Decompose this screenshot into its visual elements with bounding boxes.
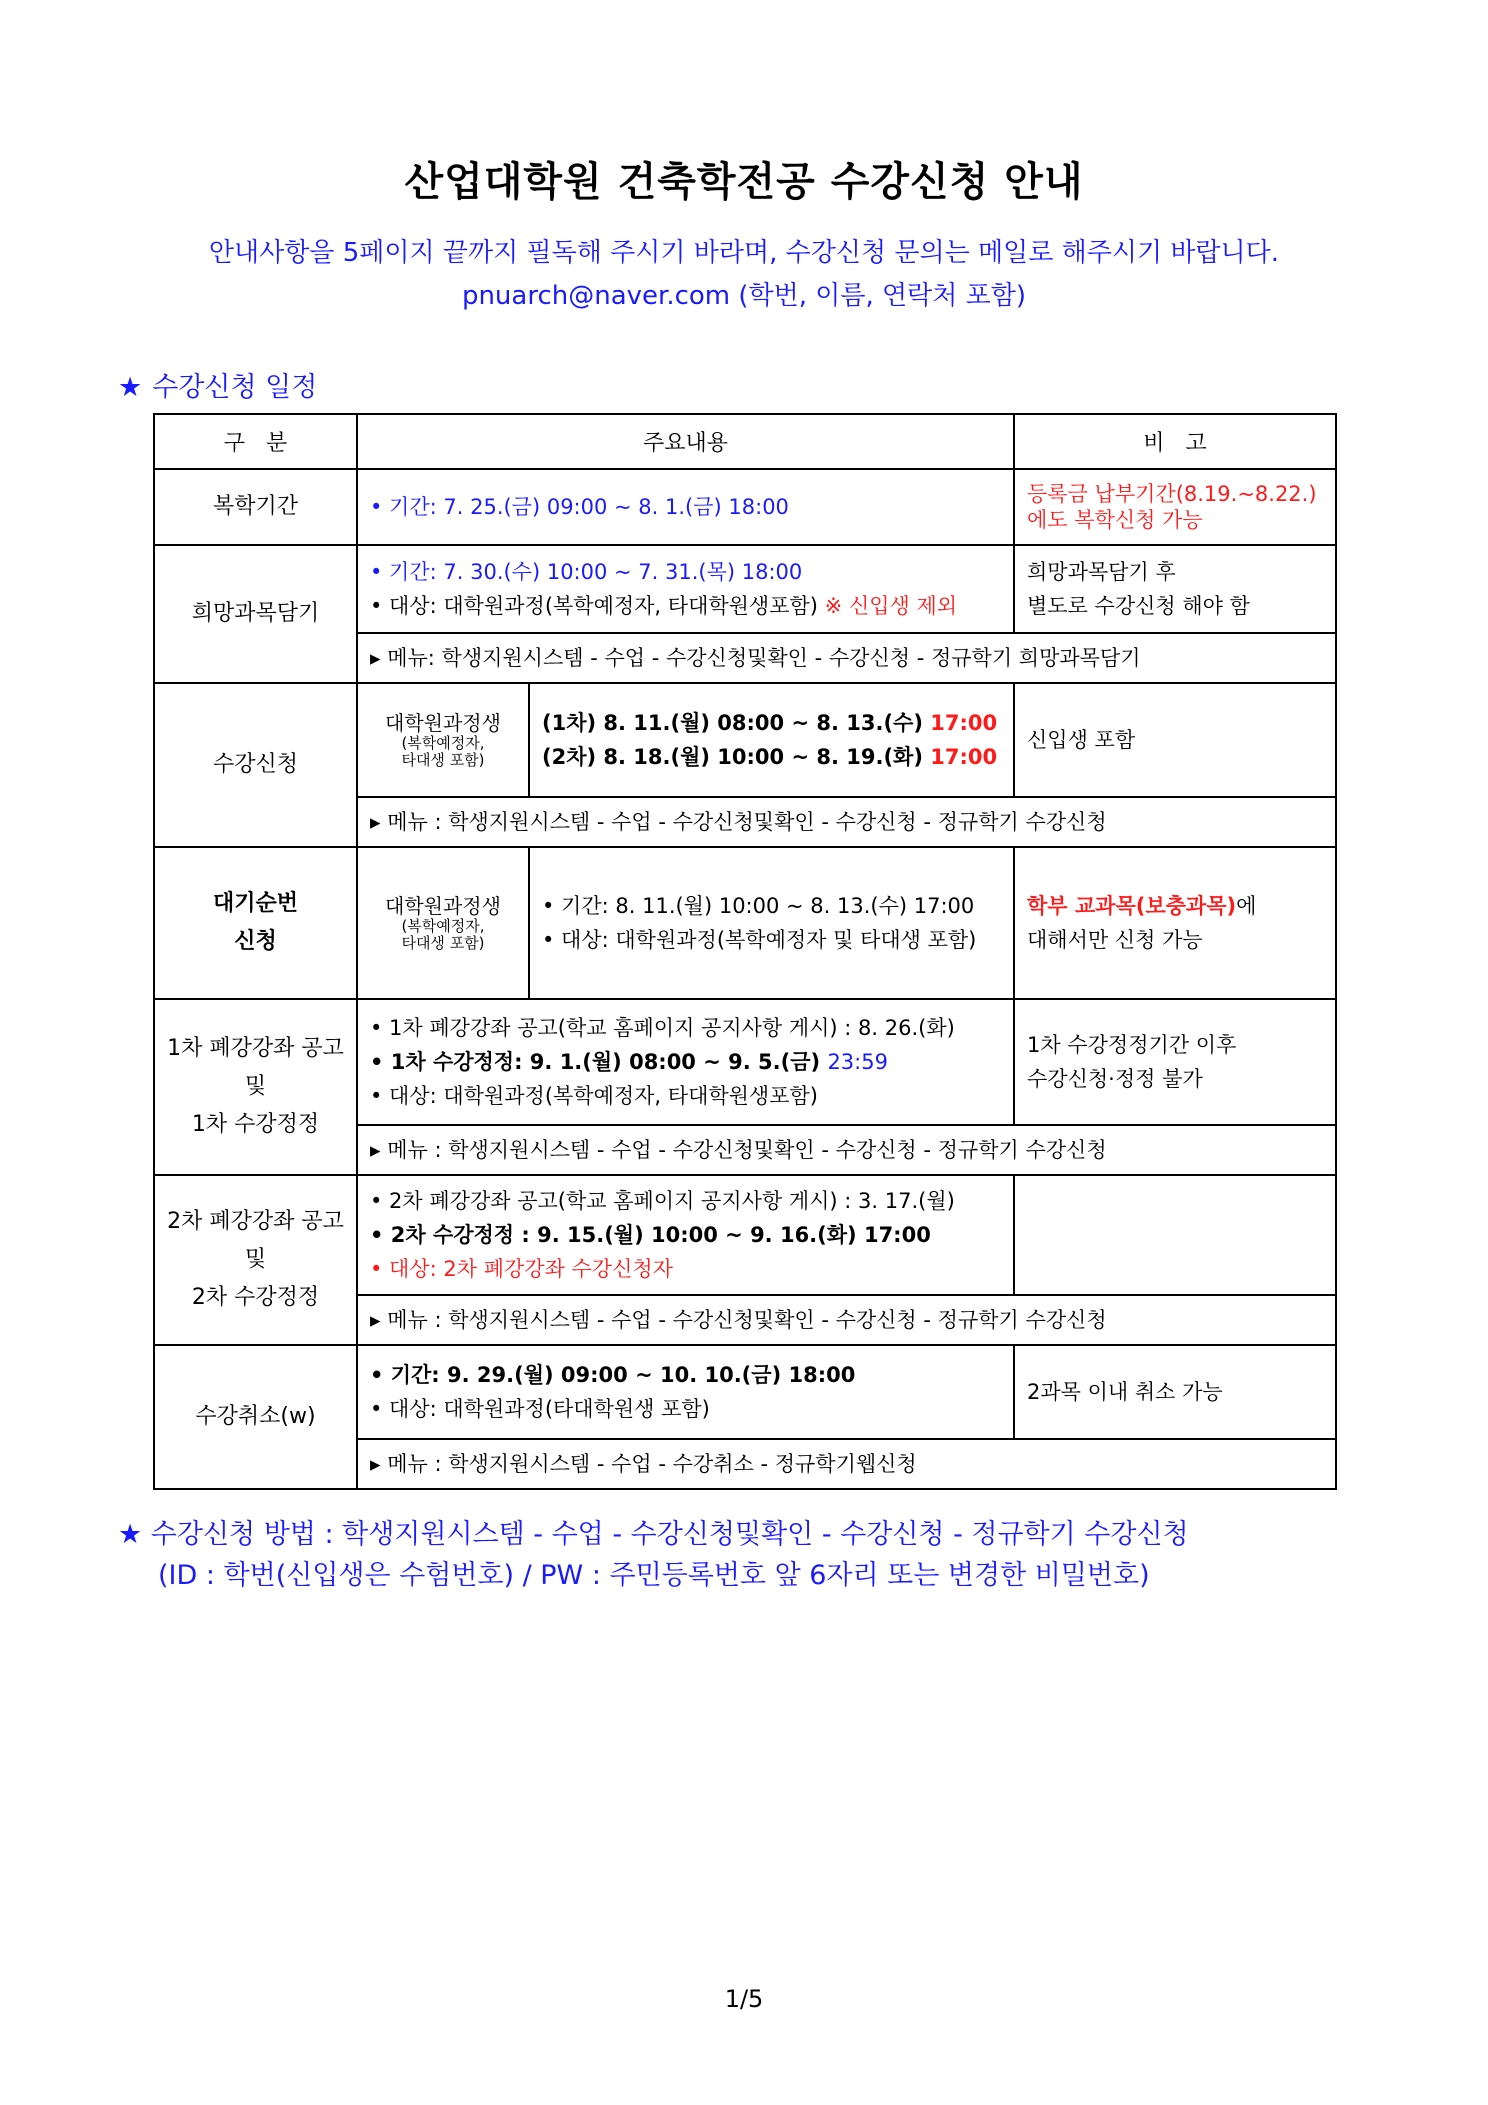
content-cell	[357, 469, 1014, 545]
correction-text: • 1차 수강정정: 9. 1.(월) 08:00 ~ 9. 5.(금)	[370, 1050, 821, 1074]
table-header-row	[154, 414, 1336, 469]
correction-end: 23:59	[827, 1050, 888, 1074]
menu-path: ▸ 메뉴: 학생지원시스템 - 수업 - 수강신청및확인 - 수강신청 - 정규학기 희망과목담기	[357, 633, 1336, 683]
login-info: (ID : 학번(신입생은 수험번호) / PW : 주민등록번호 앞 6자리 또는 변경한 비밀번호)	[158, 1560, 1150, 1591]
target-line: • 대상: 대학원과정(타대학원생 포함)	[370, 1397, 710, 1421]
star-icon: ★	[118, 372, 143, 403]
note-text: 에	[1236, 894, 1257, 918]
contact-email: pnuarch@naver.com (학번, 이름, 연락처 포함)	[461, 281, 1027, 311]
round1-line	[542, 706, 1001, 740]
content-cell	[357, 1345, 1014, 1439]
menu-path: ▸ 메뉴 : 학생지원시스템 - 수업 - 수강신청및확인 - 수강신청 - 정규학기 수강신청	[357, 1125, 1336, 1175]
content-cell	[529, 847, 1014, 999]
category-cell	[154, 999, 357, 1175]
target-line: • 대상: 대학원과정(복학예정자, 타대학원생포함)	[370, 1084, 818, 1108]
note-line: 별도로 수강신청 해야 함	[1027, 594, 1250, 618]
menu-path: ▸ 메뉴 : 학생지원시스템 - 수업 - 수강신청및확인 - 수강신청 - 정규학기 수강신청	[357, 1295, 1336, 1345]
target-text: • 대상: 대학원과정(복학예정자, 타대학원생포함)	[370, 594, 818, 618]
note-line	[1027, 889, 1323, 923]
header-note: 비 고	[1014, 414, 1336, 469]
content-cell	[529, 683, 1014, 797]
target-line	[370, 589, 1001, 623]
eligibility-cell	[357, 683, 529, 797]
category-cell: 복학기간	[154, 469, 357, 545]
category-cell: 수강신청	[154, 683, 357, 847]
period-line: • 기간: 8. 11.(월) 10:00 ~ 8. 13.(수) 17:00	[542, 894, 975, 918]
category-cell: 수강취소(w)	[154, 1345, 357, 1489]
menu-path: ▸ 메뉴 : 학생지원시스템 - 수업 - 수강취소 - 정규학기웹신청	[357, 1439, 1336, 1489]
header-content: 주요내용	[357, 414, 1014, 469]
note-line: 에도 복학신청 가능	[1027, 508, 1203, 532]
note-line: 대해서만 신청 가능	[1027, 928, 1203, 952]
note-cell	[1014, 469, 1336, 545]
category-line: 및	[244, 1074, 267, 1099]
eligibility-sub: (복학예정자,	[401, 917, 485, 935]
note-cell	[1014, 999, 1336, 1125]
category-cell: 희망과목담기	[154, 545, 357, 683]
header-category: 구 분	[154, 414, 357, 469]
note-cell	[1014, 545, 1336, 633]
round2-end: 17:00	[930, 745, 998, 769]
notice-line: • 1차 폐강강좌 공고(학교 홈페이지 공지사항 게시) : 8. 26.(화)	[370, 1016, 955, 1040]
row-register	[154, 683, 1336, 797]
category-line: 1차 수강정정	[191, 1112, 320, 1137]
period-line: • 기간: 7. 30.(수) 10:00 ~ 7. 31.(목) 18:00	[370, 560, 803, 584]
period-line: • 기간: 7. 25.(금) 09:00 ~ 8. 1.(금) 18:00	[370, 495, 789, 519]
round2-text: (2차) 8. 18.(월) 10:00 ~ 8. 19.(화)	[542, 745, 923, 769]
note-cell: 신입생 포함	[1014, 683, 1336, 797]
target-line: • 대상: 대학원과정(복학예정자 및 타대생 포함)	[542, 928, 977, 952]
note-line: 희망과목담기 후	[1027, 560, 1176, 584]
correction-line	[370, 1045, 1001, 1079]
eligibility-sub: (복학예정자,	[401, 734, 485, 752]
row-waitlist	[154, 847, 1336, 999]
category-line: 2차 수강정정	[191, 1285, 320, 1310]
round1-text: (1차) 8. 11.(월) 08:00 ~ 8. 13.(수)	[542, 711, 923, 735]
period-line: • 기간: 9. 29.(월) 09:00 ~ 10. 10.(금) 18:00	[370, 1363, 856, 1387]
eligibility-label: 대학원과정생	[385, 711, 501, 735]
section-heading	[118, 365, 317, 404]
registration-method: ★ 수강신청 방법 : 학생지원시스템 - 수업 - 수강신청및확인 - 수강신청 - 정규학기 수강신청	[118, 1519, 1189, 1550]
target-line: • 대상: 2차 폐강강좌 수강신청자	[370, 1257, 673, 1281]
round1-end: 17:00	[930, 711, 998, 735]
eligibility-label: 대학원과정생	[385, 894, 501, 918]
page-title: 산업대학원 건축학전공 수강신청 안내	[404, 159, 1084, 205]
menu-path: ▸ 메뉴 : 학생지원시스템 - 수업 - 수강신청및확인 - 수강신청 - 정규학기 수강신청	[357, 797, 1336, 847]
content-cell	[357, 545, 1014, 633]
eligibility-cell	[357, 847, 529, 999]
notice-line: • 2차 폐강강좌 공고(학교 홈페이지 공지사항 게시) : 3. 17.(월)	[370, 1189, 955, 1213]
row-second-correction	[154, 1175, 1336, 1295]
note-cell	[1014, 1175, 1336, 1295]
category-line: 1차 폐강강좌 공고	[167, 1036, 344, 1061]
round2-line	[542, 740, 1001, 774]
note-cell	[1014, 847, 1336, 999]
category-line: 신청	[234, 929, 277, 954]
category-line: 2차 폐강강좌 공고	[167, 1209, 344, 1234]
row-first-correction	[154, 999, 1336, 1125]
row-withdraw	[154, 1345, 1336, 1439]
schedule-table	[153, 413, 1337, 1490]
subtitle-notice: 안내사항을 5페이지 끝까지 필독해 주시기 바라며, 수강신청 문의는 메일로 해주시기 바랍니다.	[208, 238, 1280, 268]
row-reinstate	[154, 469, 1336, 545]
category-line: 대기순번	[212, 891, 298, 916]
category-line: 및	[244, 1247, 267, 1272]
row-wish	[154, 545, 1336, 633]
category-cell	[154, 1175, 357, 1345]
note-highlight: 학부 교과목(보충과목)	[1027, 894, 1237, 918]
eligibility-sub: 타대생 포함)	[401, 934, 485, 952]
category-cell	[154, 847, 357, 999]
eligibility-sub: 타대생 포함)	[401, 751, 485, 769]
note-line: 등록금 납부기간(8.19.~8.22.)	[1027, 482, 1317, 506]
section-title: 수강신청 일정	[152, 372, 318, 403]
exclusion-text: ※ 신입생 제외	[824, 594, 958, 618]
note-line: 수강신청·정정 불가	[1027, 1067, 1203, 1091]
note-cell: 2과목 이내 취소 가능	[1014, 1345, 1336, 1439]
content-cell	[357, 1175, 1014, 1295]
note-line: 1차 수강정정기간 이후	[1027, 1033, 1237, 1057]
correction-line: • 2차 수강정정 : 9. 15.(월) 10:00 ~ 9. 16.(화) 17:00	[370, 1223, 931, 1247]
content-cell	[357, 999, 1014, 1125]
page-number: 1/5	[724, 1985, 764, 2013]
